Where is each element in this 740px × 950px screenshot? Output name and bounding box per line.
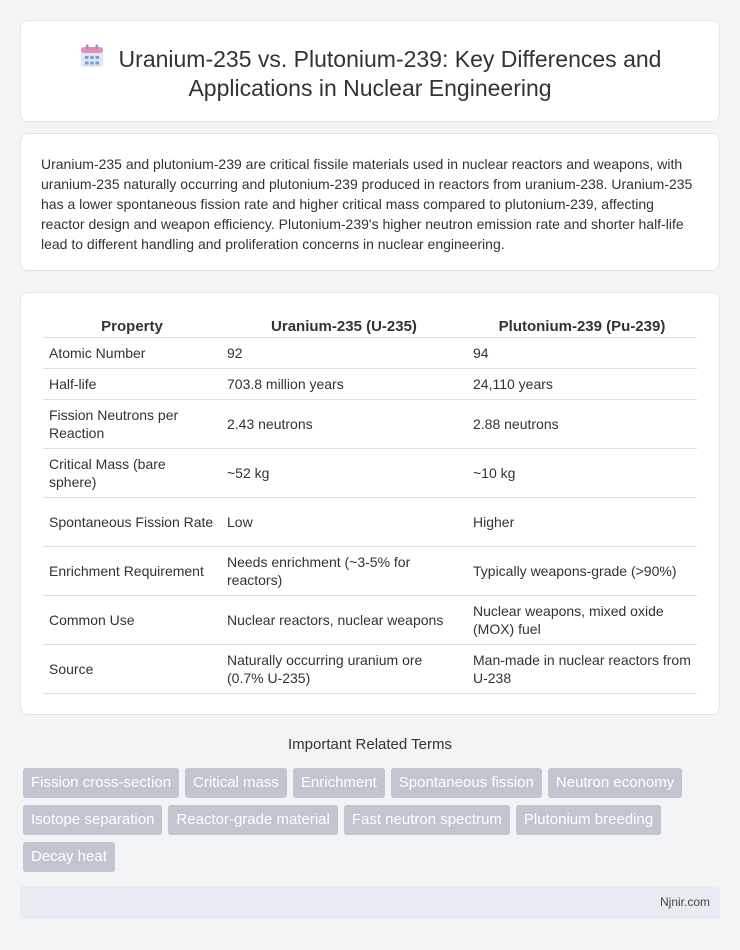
footer: [20, 886, 720, 919]
table-row: [43, 596, 697, 645]
uranium-value: Naturally occurring uranium ore (0.7% U-235): [221, 645, 467, 694]
header-uranium: Uranium-235 (U-235): [221, 315, 467, 338]
uranium-value: 2.43 neutrons: [221, 400, 467, 449]
plutonium-value: Typically weapons-grade (>90%): [467, 547, 697, 596]
tag-reactor-grade-material[interactable]: Reactor-grade material: [168, 805, 337, 835]
table-row: [43, 645, 697, 694]
calendar-icon: [79, 43, 105, 69]
tag-fast-neutron-spectrum[interactable]: Fast neutron spectrum: [344, 805, 510, 835]
row-label: Half-life: [43, 369, 221, 400]
plutonium-value: 2.88 neutrons: [467, 400, 697, 449]
title-card: [20, 20, 720, 122]
plutonium-value: Man-made in nuclear reactors from U-238: [467, 645, 697, 694]
row-label: Common Use: [43, 596, 221, 645]
intro-paragraph: Uranium-235 and plutonium-239 are critical fissile materials used in nuclear reactors and weapons, with uranium-235 naturally occurring and plutonium-239 produced in reactors from uranium-238. Uranium-235 has a lower spontaneous fission rate and higher critical mass compared to plutonium-239, affecting reactor design and weapon efficiency. Plutonium-239's higher neutron emission rate and shorter half-life lead to different handling and proliferation concerns in nuclear engineering.: [41, 156, 693, 252]
comparison-card: [20, 292, 720, 715]
tag-spontaneous-fission[interactable]: Spontaneous fission: [391, 768, 542, 798]
footer-site[interactable]: Njnir.com: [659, 895, 710, 909]
tag-isotope-separation[interactable]: Isotope separation: [23, 805, 162, 835]
row-label: Enrichment Requirement: [43, 547, 221, 596]
table-row: [43, 449, 697, 498]
plutonium-value: 94: [467, 338, 697, 369]
page-title-text: Uranium-235 vs. Plutonium-239: Key Differences and Applications in Nuclear Engineering: [118, 46, 662, 101]
related-terms-heading: Important Related Terms: [288, 736, 452, 753]
tag-critical-mass[interactable]: Critical mass: [185, 768, 287, 798]
intro-card: [20, 133, 720, 271]
row-label: Atomic Number: [43, 338, 221, 369]
uranium-value: Low: [221, 498, 467, 547]
tag-plutonium-breeding[interactable]: Plutonium breeding: [516, 805, 661, 835]
page-title: [21, 43, 719, 103]
header-property: Property: [43, 315, 221, 338]
tag-decay-heat[interactable]: Decay heat: [23, 842, 115, 872]
row-label: Spontaneous Fission Rate: [43, 498, 221, 547]
plutonium-value: Higher: [467, 498, 697, 547]
tag-enrichment[interactable]: Enrichment: [293, 768, 385, 798]
uranium-value: Needs enrichment (~3-5% for reactors): [221, 547, 467, 596]
row-label: Source: [43, 645, 221, 694]
uranium-value: 703.8 million years: [221, 369, 467, 400]
uranium-value: 92: [221, 338, 467, 369]
row-label: Critical Mass (bare sphere): [43, 449, 221, 498]
related-terms-list: [23, 768, 703, 872]
table-row: [43, 498, 697, 547]
header-plutonium: Plutonium-239 (Pu-239): [467, 315, 697, 338]
table-row: [43, 369, 697, 400]
table-header-row: [43, 315, 697, 338]
tag-neutron-economy[interactable]: Neutron economy: [548, 768, 682, 798]
comparison-table: [43, 315, 697, 694]
uranium-value: ~52 kg: [221, 449, 467, 498]
table-row: [43, 400, 697, 449]
table-row: [43, 547, 697, 596]
plutonium-value: ~10 kg: [467, 449, 697, 498]
row-label: Fission Neutrons per Reaction: [43, 400, 221, 449]
plutonium-value: 24,110 years: [467, 369, 697, 400]
tag-fission-cross-section[interactable]: Fission cross-section: [23, 768, 179, 798]
plutonium-value: Nuclear weapons, mixed oxide (MOX) fuel: [467, 596, 697, 645]
uranium-value: Nuclear reactors, nuclear weapons: [221, 596, 467, 645]
table-row: [43, 338, 697, 369]
